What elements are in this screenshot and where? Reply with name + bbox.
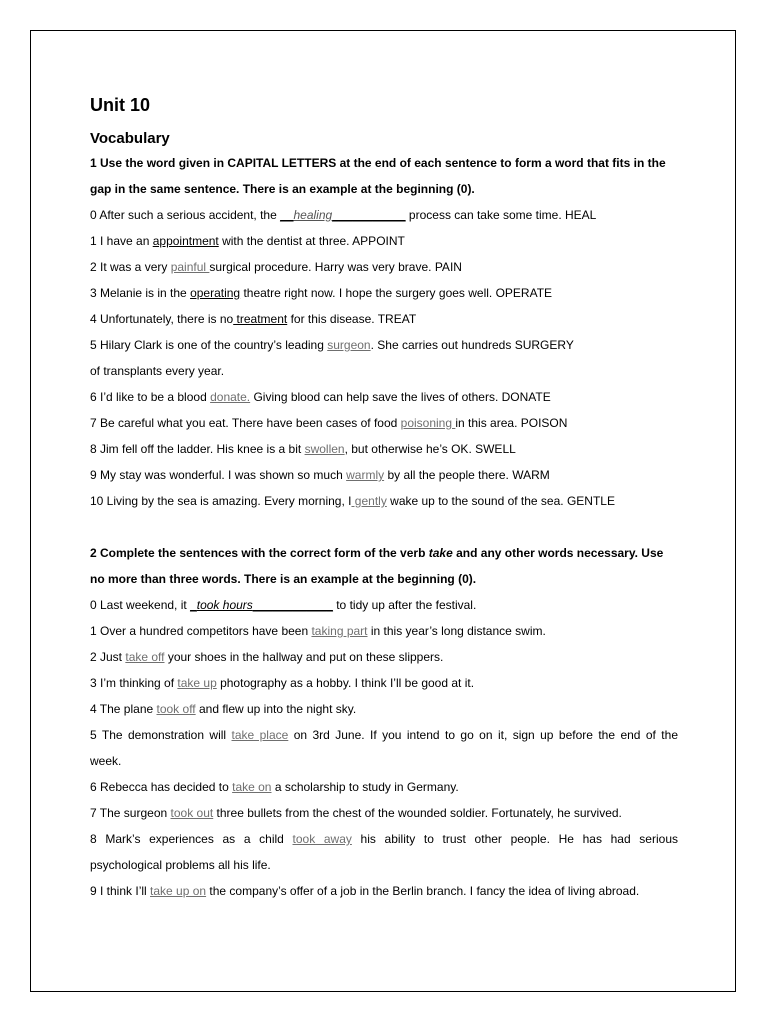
sentence-text: surgical procedure. Harry was very brave. PAIN [209, 260, 462, 274]
ex1-instruction-line-2: gap in the same sentence. There is an example at the beginning (0). [90, 182, 475, 196]
gap-line: ____________ [252, 598, 333, 612]
ex2-sentence-5-continued: week. [90, 754, 122, 768]
sentence-text: for this disease. TREAT [287, 312, 417, 326]
sentence-text: three bullets from the chest of the wounded soldier. Fortunately, he survived. [213, 806, 622, 820]
ex1-sentence-1 [90, 228, 678, 254]
ex1-sentence-4 [90, 306, 678, 332]
answer: donate. [210, 390, 251, 404]
ex1-sentence-5-continued: of transplants every year. [90, 364, 225, 378]
sentence-text: 2 Just [90, 650, 126, 664]
ex2-sentence-9 [90, 878, 678, 904]
sentence-text: 8 Mark’s experiences as a child [90, 832, 293, 846]
ex1-sentence-9 [90, 462, 678, 488]
answer: take up on [150, 884, 207, 898]
answer: treatment [233, 312, 288, 326]
sentence-text: 5 Hilary Clark is one of the country’s leading [90, 338, 328, 352]
sentence-text: with the dentist at three. APPOINT [218, 234, 405, 248]
sentence-text: and flew up into the night sky. [195, 702, 357, 716]
ex1-sentence-2 [90, 254, 678, 280]
ex1-sentence-5 [90, 332, 678, 358]
answer: taking part [311, 624, 368, 638]
ex1-sentence-3 [90, 280, 678, 306]
ex1-sentence-6 [90, 384, 678, 410]
ex1-sentence-8 [90, 436, 678, 462]
sentence-text: your shoes in the hallway and put on these slippers. [164, 650, 444, 664]
sentence-text: 1 Over a hundred competitors have been [90, 624, 312, 638]
sentence-text: 6 I’d like to be a blood [90, 390, 211, 404]
sentence-text: 7 The surgeon [90, 806, 171, 820]
sentence-text: Giving blood can help save the lives of others. DONATE [250, 390, 551, 404]
ex2-sentence-7 [90, 800, 678, 826]
ex2-sentence-3 [90, 670, 678, 696]
instruction-keyword: take [428, 546, 453, 560]
answer: operating [190, 286, 241, 300]
answer: take up [177, 676, 217, 690]
ex1-sentence-10 [90, 488, 678, 514]
ex1-instruction-line-1: 1 Use the word given in CAPITAL LETTERS at the end of each sentence to form a word that fits in the [90, 156, 666, 170]
ex2-sentence-5 [90, 722, 678, 748]
sentence-text: photography as a hobby. I think I’ll be good at it. [216, 676, 475, 690]
sentence-text: wake up to the sound of the sea. GENTLE [386, 494, 615, 508]
sentence-text: the company’s offer of a job in the Berlin branch. I fancy the idea of living abroad. [206, 884, 640, 898]
section-title: Vocabulary [90, 130, 170, 147]
ex1-sentence-0 [90, 202, 678, 228]
gap-line: ___________ [332, 208, 406, 222]
sentence-text: a scholarship to study in Germany. [271, 780, 459, 794]
answer: gently [351, 494, 387, 508]
sentence-text: , but otherwise he’s OK. SWELL [344, 442, 516, 456]
answer: take off [125, 650, 165, 664]
sentence-text: 0 After such a serious accident, the [90, 208, 281, 222]
sentence-text: theatre right now. I hope the surgery goes well. OPERATE [240, 286, 553, 300]
sentence-text: 4 The plane [90, 702, 157, 716]
sentence-text: to tidy up after the festival. [332, 598, 477, 612]
ex2-instruction-line-1 [90, 540, 678, 566]
worksheet [90, 92, 678, 904]
sentence-text: 4 Unfortunately, there is no [90, 312, 234, 326]
sentence-text: by all the people there. WARM [384, 468, 550, 482]
ex2-sentence-4 [90, 696, 678, 722]
sentence-text: 6 Rebecca has decided to [90, 780, 233, 794]
sentence-text: in this area. POISON [455, 416, 568, 430]
instruction-text: 2 Complete the sentences with the correct form of the verb [90, 546, 429, 560]
answer: take place [231, 728, 289, 742]
sentence-text: on 3rd June. If you intend to go on it, sign up before the end of the [288, 728, 678, 742]
answer: swollen [304, 442, 345, 456]
ex2-sentence-1 [90, 618, 678, 644]
sentence-text: 9 My stay was wonderful. I was shown so much [90, 468, 347, 482]
sentence-text: 10 Living by the sea is amazing. Every morning, I [90, 494, 352, 508]
answer: poisoning [400, 416, 456, 430]
example-answer: healing [293, 208, 333, 222]
ex2-sentence-2 [90, 644, 678, 670]
instruction-text: and any other words necessary. Use [452, 546, 664, 560]
gap-line: _ [190, 598, 197, 612]
sentence-text: process can take some time. HEAL [405, 208, 597, 222]
answer: warmly [346, 468, 385, 482]
example-answer: took hours [196, 598, 253, 612]
answer: take on [232, 780, 272, 794]
ex2-sentence-8 [90, 826, 678, 852]
ex2-sentence-0 [90, 592, 678, 618]
ex2-sentence-8-continued: psychological problems all his life. [90, 858, 271, 872]
gap-line: __ [280, 208, 294, 222]
answer: painful [170, 260, 210, 274]
sentence-text: . She carries out hundreds SURGERY [370, 338, 574, 352]
sentence-text: 2 It was a very [90, 260, 171, 274]
sentence-text: 3 Melanie is in the [90, 286, 191, 300]
answer: took off [156, 702, 196, 716]
answer: surgeon [327, 338, 371, 352]
ex2-instruction-line-2: no more than three words. There is an example at the beginning (0). [90, 572, 477, 586]
answer: took away [292, 832, 352, 846]
ex2-sentence-6 [90, 774, 678, 800]
sentence-text: his ability to trust other people. He has had serious [351, 832, 678, 846]
answer: took out [170, 806, 214, 820]
ex1-sentence-7 [90, 410, 678, 436]
sentence-text: 5 The demonstration will [90, 728, 232, 742]
answer: appointment [152, 234, 219, 248]
sentence-text: 1 I have an [90, 234, 153, 248]
sentence-text: 8 Jim fell off the ladder. His knee is a bit [90, 442, 305, 456]
sentence-text: 3 I’m thinking of [90, 676, 178, 690]
section-spacer [90, 514, 678, 540]
sentence-text: in this year’s long distance swim. [367, 624, 546, 638]
sentence-text: 0 Last weekend, it [90, 598, 191, 612]
sentence-text: 9 I think I’ll [90, 884, 151, 898]
unit-title: Unit 10 [90, 95, 151, 115]
sentence-text: 7 Be careful what you eat. There have been cases of food [90, 416, 401, 430]
